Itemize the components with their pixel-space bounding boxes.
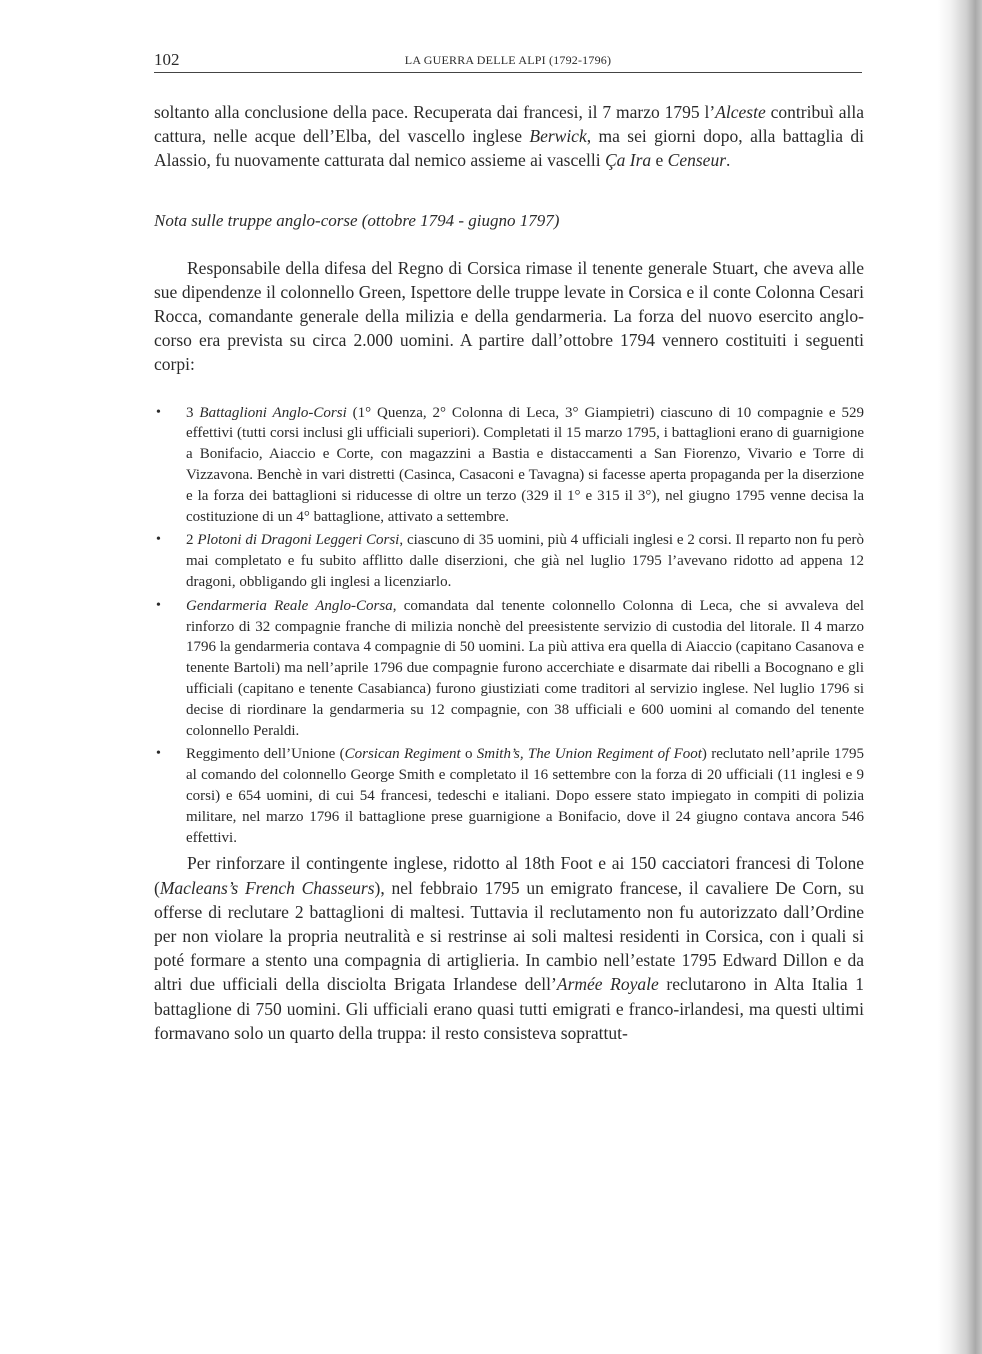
page-body [154, 100, 864, 1045]
page-number: 102 [154, 50, 180, 69]
list-item: • Reggimento dell’Unione (Corsican Regiment o Smith’s, The Union Regiment of Foot) reclutato nell’aprile 1795 al comando del colonnello George Smith e completato il 16 settembre con la forza di 20 ufficiali (11 inglesi e 9 corsi) e 654 uomini, di cui 54 francesi, tedeschi e italiani. Dopo essere stato impiegato in compiti di polizia militare, nel marzo 1796 il battaglione prese guarnigione a Bonifacio, dove il 24 giugno contava ancora 546 effettivi. [156, 746, 864, 846]
section-title: Nota sulle truppe anglo-corse (ottobre 1794 - giugno 1797) [154, 210, 560, 230]
paragraph-responsabile: Responsabile della difesa del Regno di Corsica rimase il tenente generale Stuart, che aveva alle sue dipendenze il colonnello Green, Ispettore delle truppe levate in Corsica e il conte Colonna Cesari Rocca, comandante generale della milizia e della gendarmeria. La forza del nuovo esercito anglo-corso era prevista su circa 2.000 uomini. A partire dall’ottobre 1794 vennero costituiti i seguenti corpi: [154, 257, 864, 375]
list-item: • 2 Plotoni di Dragoni Leggeri Corsi, ciascuno di 35 uomini, più 4 ufficiali inglesi e 2 corsi. Il reparto non fu però mai completato e fu subito afflitto dalle diserzioni, che già nel luglio 1795 l’avevano ridotto ad appena 12 dragoni, obbligando gli inglesi a licenziarlo. [156, 532, 865, 590]
list-item: • Gendarmeria Reale Anglo-Corsa, comandata dal tenente colonnello Colonna di Leca, che si avvaleva del rinforzo di 32 compagnie franche di milizia nonchè del preesistente servizio di custodia del litorale. Il 4 marzo 1796 la gendarmeria contava 4 compagnie di 50 uomini. La più attiva era quella di Aiaccio (capitano Casanova e tenente Bartoli) ma nell’aprile 1796 due compagnie furono accerchiate e disarmate dai ribelli a Bocognano e gli ufficiali (capitano e tenente Casabianca) furono giustiziati come traditori al servizio inglese. Nel luglio 1796 si decise di riordinare la gendarmeria su 12 compagnie, con 38 ufficiali e 600 uomini al comando del tenente colonnello Peraldi. [156, 597, 865, 739]
corps-list [154, 403, 864, 849]
bullet-icon: • [156, 746, 161, 762]
book-spine-shadow [938, 0, 982, 1354]
paragraph-alceste: soltanto alla conclusione della pace. Recuperata dai francesi, il 7 marzo 1795 l’Alceste contribuì alla cattura, nelle acque dell’Elba, del vascello inglese Berwick, ma sei giorni dopo, alla battaglia di Alassio, fu nuovamente catturata dal nemico assieme ai vascelli Ça Ira e Censeur. [154, 102, 864, 171]
list-item: • 3 Battaglioni Anglo-Corsi (1° Quenza, 2° Colonna di Leca, 3° Giampietri) ciascuno di 10 compagnie e 529 effettivi (tutti corsi inclusi gli ufficiali superiori). Completati il 15 marzo 1795, i battaglioni erano di guarnigione a Bonifacio, Aiaccio e Corte, con magazzini a Bastia e distaccamenti a San Fiorenzo, Vivario e Torre di Vizzavona. Benchè in vari distretti (Casinca, Casaconi e Tavagna) si facesse aperta propaganda per la diserzione e la forza dei battaglioni si riducesse di oltre un terzo (329 il 1° e 315 il 3°), nel giugno 1795 venne decisa la costituzione di un 4° battaglione, attivato a settembre. [156, 404, 864, 525]
running-title: LA GUERRA DELLE ALPI (1792-1796) [404, 53, 612, 67]
bullet-icon: • [156, 597, 161, 613]
running-header [154, 44, 862, 73]
bullet-icon: • [156, 404, 161, 420]
bullet-icon: • [156, 532, 161, 548]
paragraph-rinforzo: Per rinforzare il contingente inglese, ridotto al 18th Foot e ai 150 cacciatori francesi di Tolone (Macleans’s French Chasseurs), nel febbraio 1795 un emigrato francese, il cavaliere De Corn, su offerse di reclutare 2 battaglioni di maltesi. Tuttavia il reclutamento non fu autorizzato dall’Ordine per non violare la propria neutralità e si restrinse ai soli maltesi residenti in Corsica, con i quali si poté formare a stento una compagnia di artiglieria. In cambio nell’estate 1795 Edward Dillon e da altri due ufficiali della disciolta Brigata Irlandese dell’Armée Royale reclutarono in Alta Italia 1 battaglione di 750 uomini. Gli ufficiali erano quasi tutti emigrati e franco-irlandesi, ma questi ultimi formavano solo un quarto della truppa: il resto consisteva soprattut- [154, 853, 865, 1043]
